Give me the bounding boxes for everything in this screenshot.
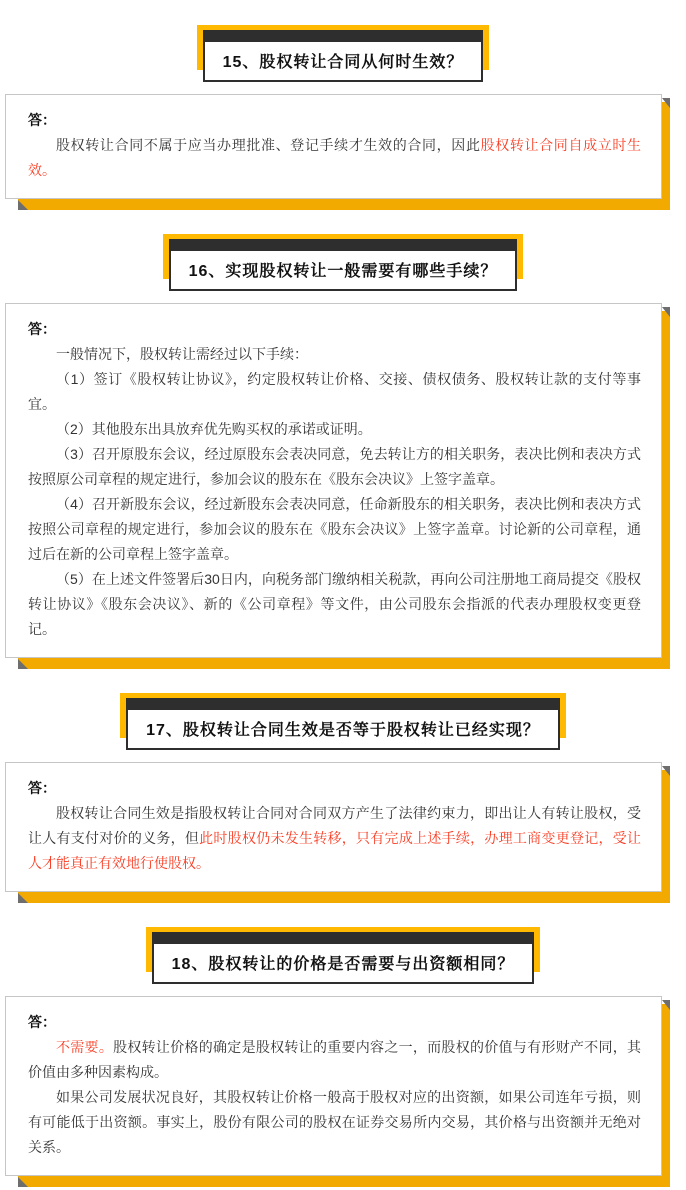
title-box <box>152 932 535 984</box>
body-text: （5）在上述文件签署后30日内，向税务部门缴纳相关税款，再向公司注册地工商局提交《股权转让协议》《股东会决议》、新的《公司章程》等文件，由公司股东会指派的代表办理股权变更登记。 <box>28 571 641 637</box>
answer-box <box>5 996 662 1176</box>
question-title: 18、股权转让的价格是否需要与出资额相同？ <box>171 956 515 973</box>
answer-paragraph <box>28 342 641 367</box>
answer-paragraph <box>28 417 641 442</box>
answer-label: 答： <box>28 1014 56 1030</box>
highlight-text: 股权转让合同自成立时生效。 <box>28 137 642 178</box>
answer-body <box>5 94 662 199</box>
qa-sections <box>0 30 686 1176</box>
title-box <box>169 239 518 291</box>
answer-box <box>5 762 662 892</box>
answer-body <box>5 996 662 1176</box>
answer-label: 答： <box>28 321 56 337</box>
body-text: 股权转让合同不属于应当办理批准、登记手续才生效的合同，因此 <box>56 137 481 153</box>
answer-paragraph <box>28 1035 641 1085</box>
answer-paragraph <box>28 133 641 183</box>
answer-label: 答： <box>28 112 56 128</box>
answer-paragraphs <box>28 801 641 876</box>
body-text: （4）召开新股东会议，经过新股东会表决同意，任命新股东的相关职务，表决比例和表决方式按照公司章程的规定进行，参加会议的股东在《股东会决议》上签字盖章。讨论新的公司章程，通过后在新的公司章程上签字盖章。 <box>28 496 641 562</box>
question-title-block <box>126 698 560 750</box>
answer-paragraph <box>28 367 641 417</box>
answer-paragraphs <box>28 1035 641 1160</box>
body-text: 如果公司发展状况良好，其股权转让价格一般高于股权对应的出资额，如果公司连年亏损，则有可能低于出资额。事实上，股份有限公司的股权在证券交易所内交易，其价格与出资额并无绝对关系。 <box>28 1089 641 1155</box>
answer-box <box>5 94 662 199</box>
body-text: 股权转让合同生效是指股权转让合同对合同双方产生了法律约束力，即出让人有转让股权，受让人有支付对价的义务，但 <box>28 805 641 846</box>
title-box <box>126 698 560 750</box>
body-text: （1）签订《股权转让协议》，约定股权转让价格、交接、债权债务、股权转让款的支付等事宜。 <box>28 371 641 412</box>
question-title: 17、股权转让合同生效是否等于股权转让已经实现？ <box>146 722 540 739</box>
answer-paragraphs <box>28 133 641 183</box>
question-title-block <box>203 30 484 82</box>
answer-paragraph <box>28 567 641 642</box>
answer-body <box>5 303 662 658</box>
title-box <box>203 30 484 82</box>
question-title-block <box>169 239 518 291</box>
question-title: 16、实现股权转让一般需要有哪些手续？ <box>188 263 498 280</box>
answer-paragraph <box>28 1085 641 1160</box>
answer-body <box>5 762 662 892</box>
answer-paragraphs <box>28 342 641 642</box>
answer-paragraph <box>28 801 641 876</box>
answer-box <box>5 303 662 658</box>
answer-paragraph <box>28 492 641 567</box>
body-text: （2）其他股东出具放弃优先购买权的承诺或证明。 <box>56 421 372 437</box>
qa-section <box>0 30 686 199</box>
question-title: 15、股权转让合同从何时生效？ <box>222 54 464 71</box>
question-title-block <box>152 932 535 984</box>
qa-section <box>0 932 686 1176</box>
body-text: 股权转让价格的确定是股权转让的重要内容之一，而股权的价值与有形财产不同，其价值由多种因素构成。 <box>28 1039 642 1080</box>
answer-paragraph <box>28 442 641 492</box>
body-text: 一般情况下，股权转让需经过以下手续： <box>56 346 308 362</box>
body-text: （3）召开原股东会议，经过原股东会表决同意，免去转让方的相关职务，表决比例和表决方式按照原公司章程的规定进行，参加会议的股东在《股东会决议》上签字盖章。 <box>28 446 641 487</box>
highlight-text: 不需要。 <box>56 1039 114 1055</box>
qa-section <box>0 239 686 658</box>
answer-label: 答： <box>28 780 56 796</box>
qa-section <box>0 698 686 892</box>
highlight-text: 此时股权仍未发生转移，只有完成上述手续，办理工商变更登记，受让人才能真正有效地行使股权。 <box>28 830 642 871</box>
